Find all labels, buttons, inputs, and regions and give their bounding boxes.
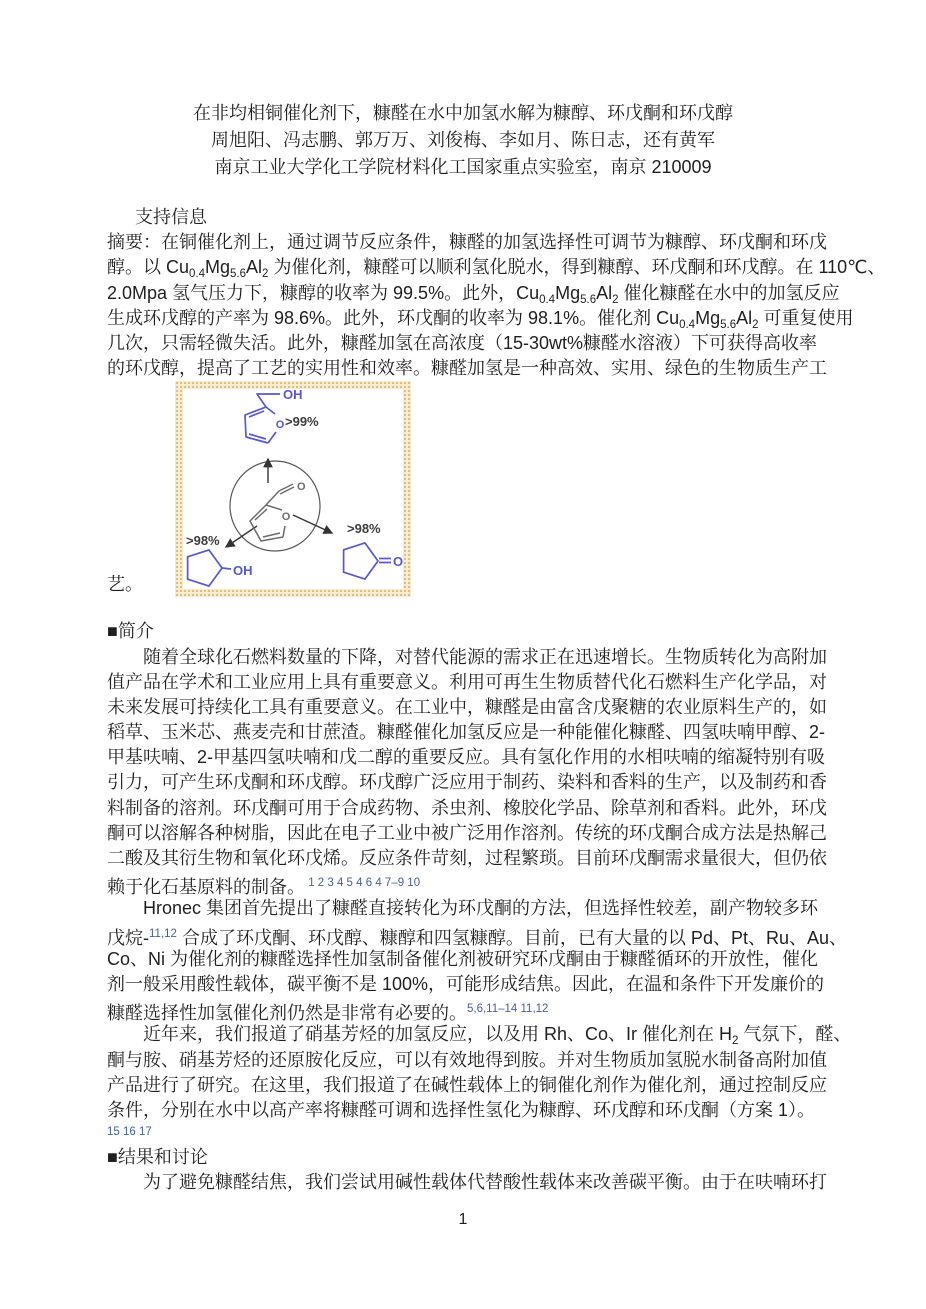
text-run: 5.6	[720, 318, 737, 331]
text-run: 二酸及其衍生物和氧化环戊烯。反应条件苛刻，过程繁琐。目前环戊酮需求量很大，但仍依	[107, 848, 827, 868]
scheme-figure-canvas	[183, 389, 403, 589]
text-run: 值产品在学术和工业应用上具有重要意义。利用可再生生物质替代化石燃料生产化学品，对	[107, 671, 827, 692]
text-run: 随着全球化石燃料数量的下降，对替代能源的需求正在迅速增长。生物质转化为高附加	[143, 646, 827, 667]
text-run: 近年来，我们报道了硝基芳烃的加氢反应，以及用 Rh、Co、Ir 催化剂在 H	[143, 1024, 733, 1045]
text-line	[107, 796, 827, 821]
text-run: 催化糠醛在水中的加氢反应	[618, 282, 840, 303]
text-run: 料制备的溶剂。环戊酮可用于合成药物、杀虫剂、橡胶化学品、除草剂和香料。此外，环戊	[107, 797, 827, 818]
text-line	[107, 871, 819, 896]
text-run: Al	[596, 282, 613, 303]
results-paragraph-1	[107, 1170, 827, 1195]
cyclopentanone-structure	[344, 543, 403, 579]
text-line	[107, 922, 847, 948]
text-run: Mg	[695, 307, 721, 328]
abstract-paragraph	[107, 230, 886, 381]
text-line	[107, 670, 827, 695]
text-line	[107, 331, 819, 356]
text-run: 醇。以 Cu	[107, 257, 190, 278]
ketone-oxygen-label: O	[393, 554, 403, 570]
yield-label-top: >99%	[285, 414, 319, 430]
text-run: 5.6	[230, 268, 247, 281]
catalyst-cycle-circle	[230, 461, 320, 551]
text-run: 为催化剂，糠醛可以顺利氢化脱水，得到糠醇、环戊酮和环戊醇。在 110℃、	[268, 257, 886, 278]
text-run: 赖于化石基原料的制备。	[107, 877, 305, 898]
text-line	[107, 1022, 852, 1048]
intro-paragraph-1	[107, 645, 827, 898]
title-block	[107, 100, 819, 181]
hydroxyl-label: OH	[283, 389, 303, 403]
text-line	[107, 255, 886, 281]
text-line	[107, 821, 827, 846]
text-line	[107, 720, 826, 745]
text-line	[107, 1098, 819, 1123]
text-run: 为了避免糠醛结焦，我们尝试用碱性载体代替酸性载体来改善碳平衡。由于在呋喃环打	[143, 1172, 827, 1193]
text-line	[107, 947, 819, 972]
text-line	[107, 896, 819, 921]
text-run: 0.4	[679, 318, 696, 331]
text-run: 条件，分别在水中以高产率将糠醛可调和选择性氢化为糠醇、环戊醇和环戊酮（方案 1）。	[107, 1099, 816, 1120]
text-line	[107, 745, 826, 770]
text-run: Co、Ni 为催化剂的糠醛选择性加氢制备催化剂被研究环戊酮由于糠醛循环的开放性，催化	[107, 948, 819, 969]
text-run: 可重复使用	[758, 307, 854, 328]
intro-paragraph-3	[107, 1022, 852, 1141]
section-heading-results: ■结果和讨论	[107, 1147, 208, 1168]
furan-ring-oxygen-label: O	[275, 419, 285, 432]
aldehyde-oxygen-label: O	[297, 481, 306, 494]
yield-label-right: >98%	[347, 521, 381, 537]
text-run: 几次，只需轻微失活。此外，糠醛加氢在高浓度（15-30wt%糠醛水溶液）下可获得高收率	[107, 332, 818, 353]
page-number: 1	[458, 1211, 468, 1228]
text-line	[107, 230, 827, 255]
text-run: 2	[262, 268, 269, 281]
text-run: 2	[612, 293, 619, 306]
text-run: 酮与胺、硝基芳烃的还原胺化反应，可以有效地得到胺。并对生物质加氢脱水制备高附加值	[107, 1049, 827, 1070]
text-line	[107, 1170, 827, 1195]
text-run: 戊烷-	[107, 927, 149, 948]
hydroxyl-label: OH	[233, 563, 253, 579]
text-run: Al	[736, 307, 753, 328]
text-line	[107, 695, 827, 720]
text-line	[107, 281, 840, 306]
text-line	[107, 356, 827, 381]
text-line	[107, 1073, 827, 1098]
text-run: 5.6	[580, 293, 597, 306]
text-run: 生成环戊醇的产率为 98.6%。此外，环戊酮的收率为 98.1%。催化剂 Cu	[107, 307, 680, 328]
text-run: Mg	[555, 282, 581, 303]
section-heading-intro: ■简介	[107, 621, 154, 642]
document-page	[107, 0, 886, 1195]
text-run: Hronec 集团首先提出了糠醛直接转化为环戊酮的方法，但选择性较差，副产物较多环	[143, 898, 819, 919]
supporting-info-label: 支持信息	[135, 207, 207, 227]
text-run: 甲基呋喃、2-甲基四氢呋喃和戊二醇的重要反应。具有氢化作用的水相呋喃的缩凝特别有吸	[107, 747, 826, 768]
text-run: 摘要：在铜催化剂上，通过调节反应条件，糠醛的加氢选择性可调节为糠醇、环戊酮和环戊	[107, 232, 827, 253]
citation-superscript[interactable]: 1 2 3 4 5 4 6 4 7–9 10	[305, 877, 421, 890]
paper-affiliation: 南京工业大学化工学院材料化工国家重点实验室，南京 210009	[214, 157, 712, 177]
text-run: 剂一般采用酸性载体，碳平衡不是 100%，可能形成结焦。因此，在温和条件下开发廉价的	[107, 973, 825, 994]
text-line	[107, 1048, 827, 1073]
abstract-wrap-line	[107, 381, 819, 597]
text-line	[107, 972, 825, 997]
abstract-wrap-text: 艺。	[107, 574, 143, 595]
text-run: Al	[246, 257, 263, 278]
text-run: 0.4	[189, 268, 206, 281]
text-run: 0.4	[539, 293, 556, 306]
text-run: Mg	[205, 257, 231, 278]
arrow-down-left-icon	[226, 526, 257, 547]
text-run: 2	[732, 1035, 739, 1048]
text-run: 酮可以溶解各种树脂，因此在电子工业中被广泛用作溶剂。传统的环戊酮合成方法是热解己	[107, 822, 827, 843]
furan-ring-oxygen-label: O	[281, 511, 291, 524]
text-line	[107, 645, 827, 670]
text-line	[107, 846, 827, 871]
text-run: 的环戊醇，提高了工艺的实用性和效率。糠醛加氢是一种高效、实用、绿色的生物质生产工	[107, 358, 827, 379]
text-line	[107, 997, 819, 1022]
text-run: 合成了环戊酮、环戊醇、糠醇和四氢糠醇。目前，已有大量的以 Pd、Pt、Ru、Au、	[176, 927, 847, 948]
text-line	[107, 770, 827, 795]
furfural-structure	[250, 481, 306, 541]
citation-superscript[interactable]: 5,6,11–14 11,12	[467, 1003, 549, 1016]
text-run: 引力，可产生环戊酮和环戊醇。环戊醇广泛应用于制药、染料和香料的生产，以及制药和香	[107, 772, 827, 793]
yield-label-left: >98%	[186, 533, 220, 549]
text-run: 2.0Mpa 氢气压力下，糠醇的收率为 99.5%。此外，Cu	[107, 282, 540, 303]
text-run: 未来发展可持续化工具有重要意义。在工业中，糠醛是由富含戊聚糖的农业原料生产的，如	[107, 696, 827, 717]
paper-title: 在非均相铜催化剂下，糠醛在水中加氢水解为糠醇、环戊酮和环戊醇	[193, 103, 733, 123]
text-run: 产品进行了研究。在这里，我们报道了在碱性载体上的铜催化剂作为催化剂，通过控制反应	[107, 1074, 827, 1095]
reaction-scheme-drawing	[183, 389, 403, 589]
text-run: 气氛下，醛、	[738, 1024, 852, 1045]
paper-authors: 周旭阳、冯志鹏、郭万万、刘俊梅、李如月、陈日志，还有黄军	[211, 130, 715, 150]
text-run: 糠醛选择性加氢催化剂仍然是非常有必要的。	[107, 1003, 467, 1024]
scheme-figure[interactable]	[175, 381, 411, 597]
cyclopentanol-structure	[188, 550, 253, 586]
citation-superscript[interactable]: 15 16 17	[107, 1126, 152, 1139]
text-run: 稻草、玉米芯、燕麦壳和甘蔗渣。糠醛催化加氢反应是一种能催化糠醛、四氢呋喃甲醇、2-	[107, 722, 826, 743]
intro-paragraph-2	[107, 896, 847, 1024]
text-line	[107, 1123, 819, 1141]
text-run: 2	[752, 318, 759, 331]
text-line	[107, 306, 854, 331]
citation-superscript[interactable]: 11,12	[149, 927, 177, 940]
